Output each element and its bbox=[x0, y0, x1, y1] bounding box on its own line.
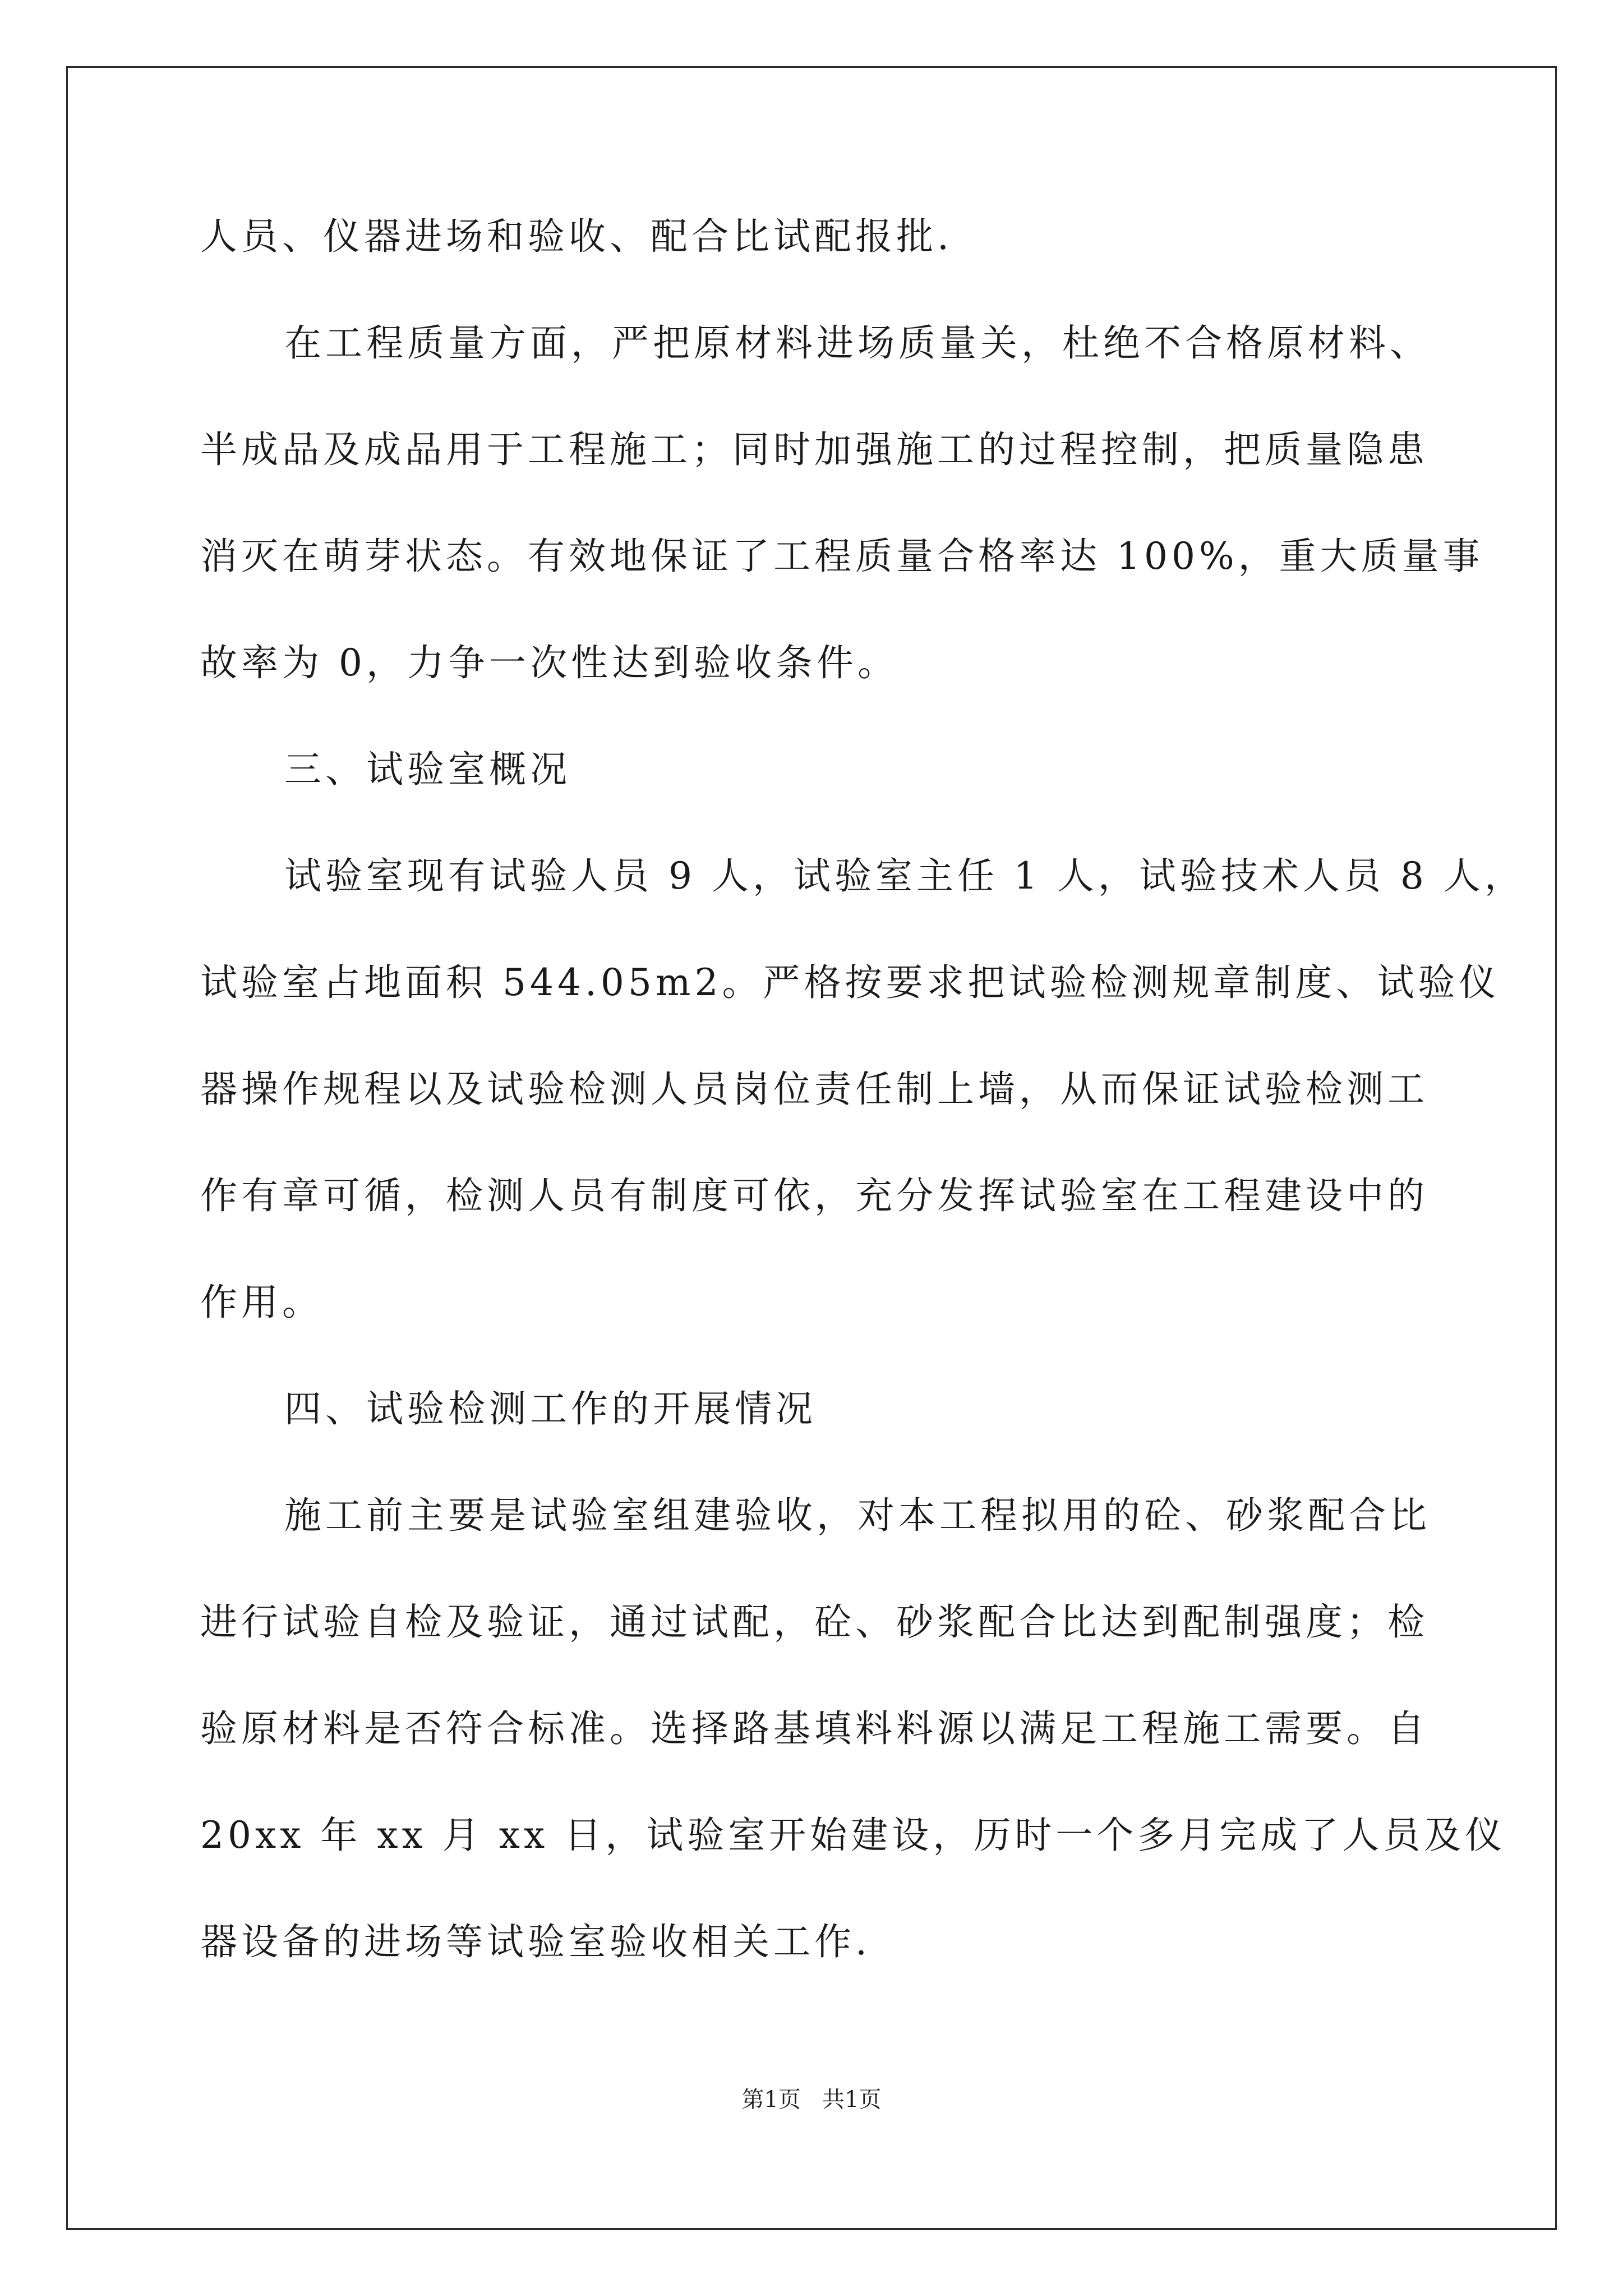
text-line: 人员、仪器进场和验收、配合比试配报批. bbox=[200, 215, 953, 258]
paragraph-start-line: 在工程质量方面，严把原材料进场质量关，杜绝不合格原材料、 bbox=[284, 321, 1431, 365]
text-line: 作有章可循，检测人员有制度可依，充分发挥试验室在工程建设中的 bbox=[200, 1174, 1428, 1217]
text-line: 故率为 0，力争一次性达到验收条件。 bbox=[200, 641, 898, 684]
page-footer: 第1页 共1页 bbox=[741, 2087, 882, 2113]
section-heading-4: 四、试验检测工作的开展情况 bbox=[284, 1387, 817, 1430]
section-heading-3: 三、试验室概况 bbox=[284, 748, 571, 791]
text-line: 器操作规程以及试验检测人员岗位责任制上墙，从而保证试验检测工 bbox=[200, 1068, 1428, 1111]
text-line: 消灭在萌芽状态。有效地保证了工程质量合格率达 100%，重大质量事 bbox=[200, 535, 1484, 578]
text-line: 20xx 年 xx 月 xx 日，试验室开始建设，历时一个多月完成了人员及仪 bbox=[200, 1814, 1506, 1857]
paragraph-start-line: 试验室现有试验人员 9 人，试验室主任 1 人，试验技术人员 8 人， bbox=[284, 854, 1525, 898]
text-line: 作用。 bbox=[200, 1281, 323, 1324]
page-border bbox=[66, 66, 1557, 2230]
text-line: 验原材料是否符合标准。选择路基填料料源以满足工程施工需要。自 bbox=[200, 1707, 1428, 1750]
text-line: 试验室占地面积 544.05m2。严格按要求把试验检测规章制度、试验仪 bbox=[200, 961, 1500, 1004]
text-line: 进行试验自检及验证，通过试配，砼、砂浆配合比达到配制强度；检 bbox=[200, 1600, 1428, 1644]
text-line: 器设备的进场等试验室验收相关工作. bbox=[200, 1920, 871, 1963]
paragraph-start-line: 施工前主要是试验室组建验收，对本工程拟用的砼、砂浆配合比 bbox=[284, 1494, 1431, 1537]
text-line: 半成品及成品用于工程施工；同时加强施工的过程控制，把质量隐患 bbox=[200, 428, 1428, 471]
